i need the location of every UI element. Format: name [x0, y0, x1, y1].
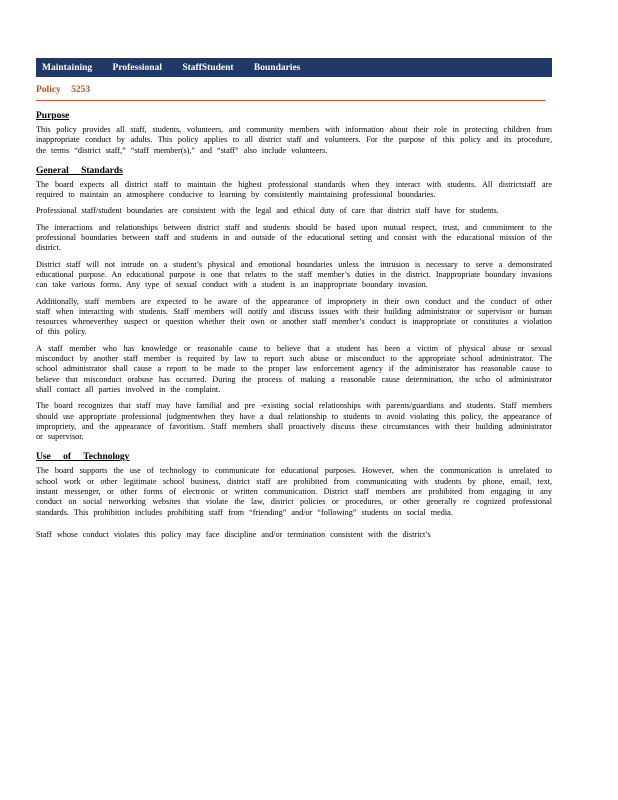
paragraph: District staff will not intrude on a student’s physical and emotional boundaries unless the intrusion is necessary to serve a demonstrated educational purpose. An educational purpose is one that relates to the staff member’s duties in the district. Inappropriate boundary invasions can take various forms. Any type of sexual conduct with a student is an inappropriate boundary invasion.: [36, 259, 552, 290]
document-title: Maintaining Professional StaffStudent Boundaries: [42, 62, 301, 73]
paragraph: Staff whose conduct violates this policy may face discipline and/or termination consistent with the district’s: [36, 529, 431, 539]
paragraph: The board recognizes that staff may have familial and pre -existing social relationships with parents/guardians and students. Staff members should use appropriate professional judgmentwhen they have a dual relationship to students to avoid violating this policy, the appearance of impropriety, and the appearance of favoritism. Staff members shall proactively discuss these circumstances with their building administrator or supervisor.: [36, 401, 552, 442]
paragraph: The interactions and relationships between district staff and students should be based upon mutual respect, trust, and commitment to the professional boundaries between staff and students in and outside of the educational setting and consist with the educational mission of the district.: [36, 222, 552, 253]
paragraph: Additionally, staff members are expected to be aware of the appearance of impropriety in their own conduct and the conduct of other staff when interacting with students. Staff members will notify and discuss issues with their building administrator or supervisor or human resources wheneverthey suspect or question whether their own or another staff member’s conduct is inappropriate or constitutes a violation of this policy.: [36, 296, 552, 337]
section-heading-use-of-technology: Use of Technology: [36, 452, 130, 463]
paragraph: The board expects all district staff to maintain the highest professional standards when they interact with students. All districtstaff are required to maintain an atmosphere conducive to learning by consistently maintaining professional boundaries.: [36, 179, 552, 200]
title-bar: [36, 58, 552, 77]
paragraph: A staff member who has knowledge or reasonable cause to believe that a student has been a victim of physical abuse or sexual misconduct by another staff member is required by law to report such abuse or misconduct to the appropriate school administrator. The school administrator shall cause a report to be made to the proper law enforcement agency if the administrator has reasonable cause to believe that misconduct orabuse has occurred. During the process of making a reasonable cause determination, the scho ol administrator shall contact all parties involved in the complaint.: [36, 343, 552, 394]
paragraph: This policy provides all staff, students, volunteers, and community members with information about their role in protecting children from inappropriate conduct by adults. This policy applies to all district staff and volunteers. For the purpose of this policy and its procedure, the terms “district staff,” “staff member(s),” and “staff” also include volunteers.: [36, 125, 552, 155]
section-heading-general-standards: General Standards: [36, 165, 123, 176]
paragraph: Professional staff/student boundaries are consistent with the legal and ethical duty of care that district staff have for students.: [36, 206, 499, 216]
section-heading-purpose: Purpose: [36, 111, 70, 121]
paragraph: The board supports the use of technology to communicate for educational purposes. However, when the communication is unrelated to school work or other legitimate school business, district staff are prohibited from communicating with students by phone, email, text, instant messenger, or other forms of electronic or written communication. District staff members are prohibited from engaging in any conduct on social networking websites that violate the law, district policies or procedures, or other generally re cognized professional standards. This prohibition includes prohibiting staff from “friending” and/or “following” students on social media.: [36, 466, 552, 517]
policy-number: Policy 5253: [36, 85, 546, 101]
document-page: [36, 58, 552, 546]
